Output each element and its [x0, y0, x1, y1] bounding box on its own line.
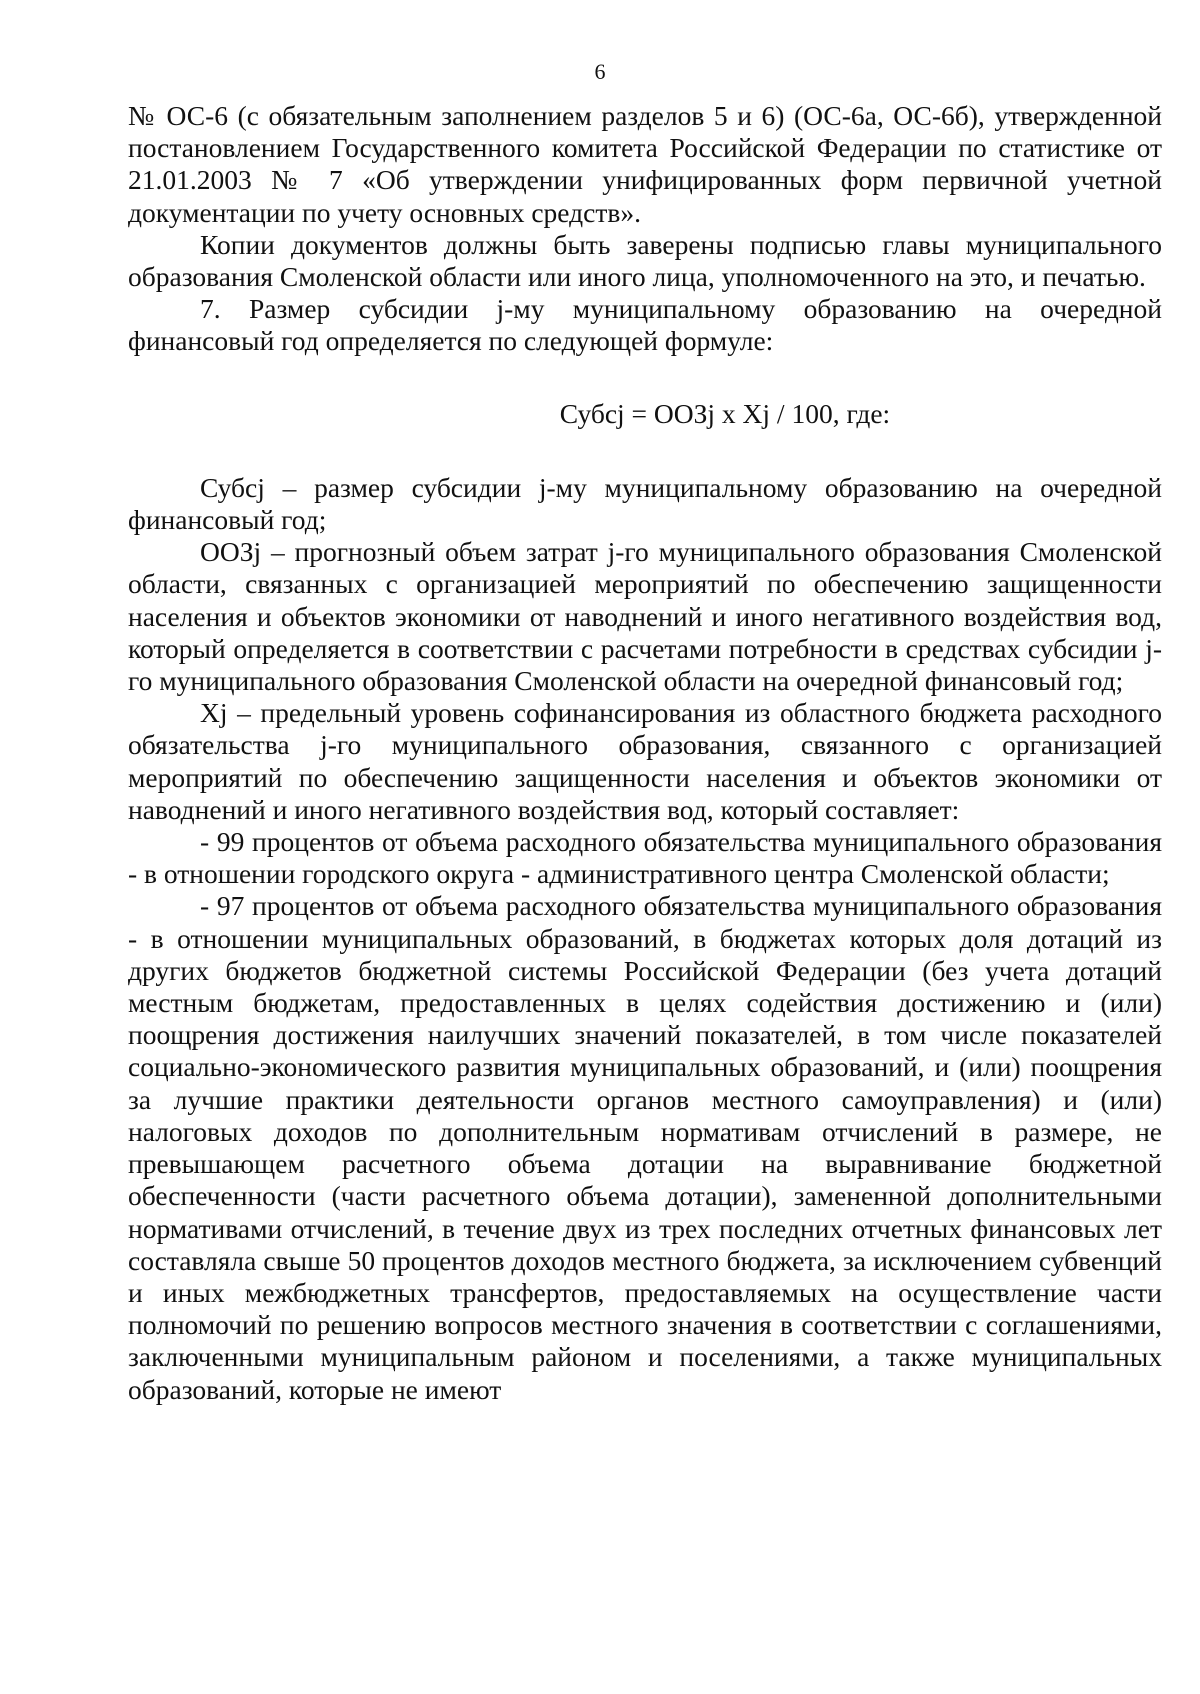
paragraph-subsidy-size: 7. Размер субсидии j-му муниципальному образованию на очередной финансовый год определяется по следующей формуле:	[128, 293, 1162, 357]
paragraph-copies-certification: Копии документов должны быть заверены подписью главы муниципального образования Смоленской области или иного лица, уполномоченного на это, и печатью.	[128, 228, 1162, 293]
document-body	[128, 100, 1162, 1406]
definition-xj: Xj – предельный уровень софинансирования из областного бюджета расходного обязательства j-го муниципального образования, связанного с организацией мероприятий по обеспечению защищенности населения и объектов экономики от наводнений и иного негативного воздействия вод, который составляет:	[128, 697, 1162, 825]
definition-subsidy: Субсj – размер субсидии j-му муниципальному образованию на очередной финансовый год;	[128, 471, 1162, 536]
page-number: 6	[594, 59, 606, 84]
paragraph-form-reference: № ОС-6 (с обязательным заполнением разделов 5 и 6) (ОС-6а, ОС-6б), утвержденной постановлением Государственного комитета Российской Федерации по статистике от 21.01.2003 № 7 «Об утверждении унифицированных форм первичной учетной документации по учету основных средств».	[128, 100, 1162, 228]
list-item-99-percent: - 99 процентов от объема расходного обязательства муниципального образования - в отношении городского округа - административного центра Смоленской области;	[128, 826, 1162, 890]
subsidy-formula: Субсj = ООЗj х Xj / 100, где:	[559, 397, 891, 429]
list-item-97-percent: - 97 процентов от объема расходного обязательства муниципального образования - в отношении муниципальных образований, в бюджетах которых доля дотаций из других бюджетов бюджетной системы Российской Федерации (без учета дотаций местным бюджетам, предоставленных в целях содействия достижению и (или) поощрения достижения наилучших значений показателей, в том числе показателей социально-экономического развития муниципальных образований, и (или) поощрения за лучшие практики деятельности органов местного самоуправления) и (или) налоговых доходов по дополнительным нормативам отчислений в размере, не превышающем расчетного объема дотации на выравнивание бюджетной обеспеченности (части расчетного объема дотации), замененной дополнительными нормативами отчислений, в течение двух из трех последних отчетных финансовых лет составляла свыше 50 процентов доходов местного бюджета, за исключением субвенций и иных межбюджетных трансфертов, предоставляемых на осуществление части полномочий по решению вопросов местного значения в соответствии с соглашениями, заключенными муниципальным районом и поселениями, а также муниципальных образований, которые не имеют	[128, 890, 1162, 1405]
definition-ooz: ООЗj – прогнозный объем затрат j-го муниципального образования Смоленской области, связанных с организацией мероприятий по обеспечению защищенности населения и объектов экономики от наводнений и иного негативного воздействия вод, который определяется в соответствии с расчетами потребности в средствах субсидии j-го муниципального образования Смоленской области на очередной финансовый год;	[128, 536, 1162, 697]
